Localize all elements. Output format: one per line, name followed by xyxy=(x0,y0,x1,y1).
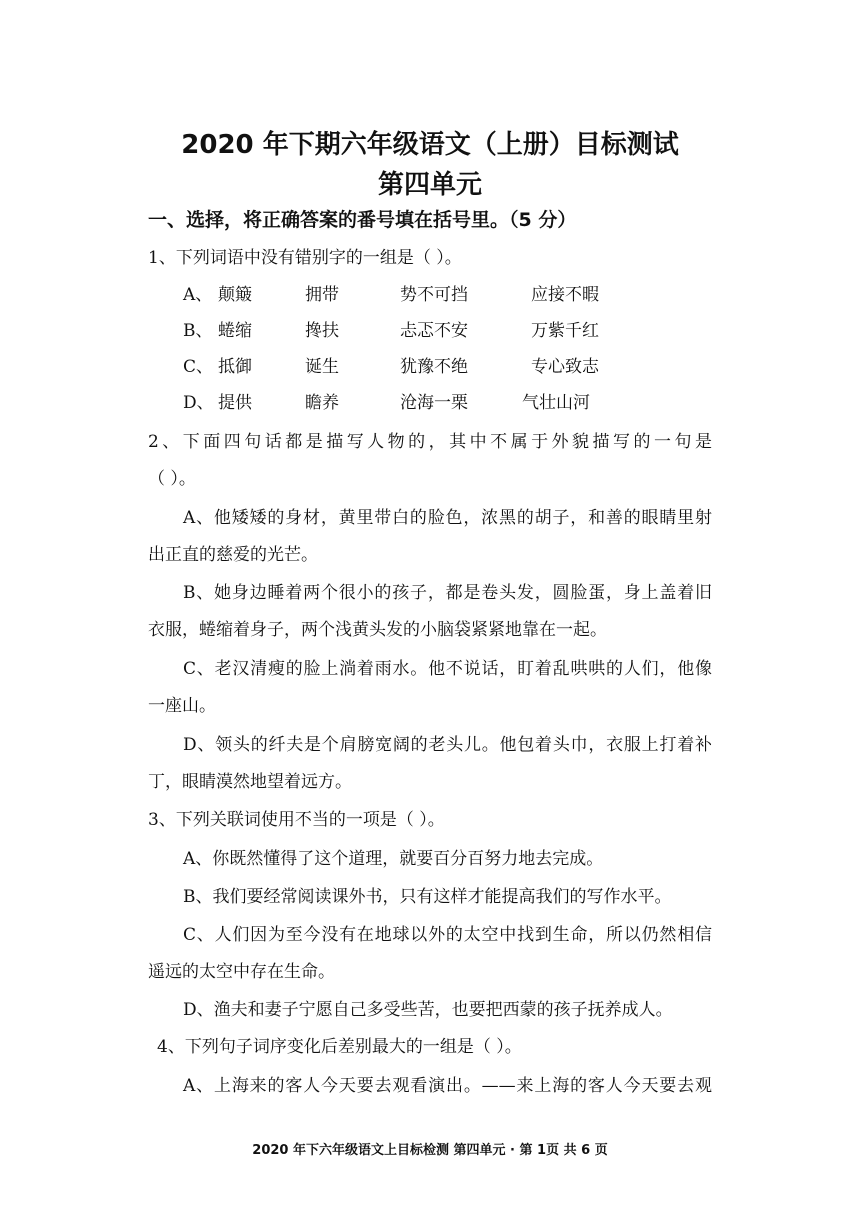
q3-option-c-line2: 遥远的太空中存在生命。 xyxy=(148,962,335,982)
option-word: 应接不暇 xyxy=(531,285,599,305)
option-word: 忐忑不安 xyxy=(400,321,468,341)
option-word: 万紫千红 xyxy=(531,321,599,341)
option-word: 专心致志 xyxy=(531,357,599,377)
option-word: 瞻养 xyxy=(305,393,339,413)
q2-option-a-line2: 出正直的慈爱的光芒。 xyxy=(148,545,318,565)
q2-stem-line2: （ ）。 xyxy=(148,469,196,489)
option-word: 蜷缩 xyxy=(218,321,252,341)
option-word: 气壮山河 xyxy=(522,393,590,413)
section-heading: 一、选择，将正确答案的番号填在括号里。（5 分） xyxy=(148,209,577,231)
option-word: 诞生 xyxy=(305,357,339,377)
option-word: 颠簸 xyxy=(218,285,252,305)
q3-option-c-line1: C、人们因为至今没有在地球以外的太空中找到生命，所以仍然相信 xyxy=(183,925,712,945)
option-label: C、 xyxy=(183,357,214,377)
q3-option-d: D、渔夫和妻子宁愿自己多受些苦，也要把西蒙的孩子抚养成人。 xyxy=(183,1000,673,1020)
option-word: 犹豫不绝 xyxy=(400,357,468,377)
option-label: D、 xyxy=(183,393,214,413)
option-word: 抵御 xyxy=(218,357,252,377)
q4-option-a-line1: A、上海来的客人今天要去观看演出。——来上海的客人今天要去观 xyxy=(183,1076,712,1096)
q2-stem-line1: 2、下面四句话都是描写人物的，其中不属于外貌描写的一句是 xyxy=(148,432,712,452)
q2-option-a-line1: A、他矮矮的身材，黄里带白的脸色，浓黑的胡子，和善的眼睛里射 xyxy=(183,508,712,528)
q3-stem: 3、下列关联词使用不当的一项是（ ）。 xyxy=(148,810,445,830)
q2-option-b-line2: 衣服，蜷缩着身子，两个浅黄头发的小脑袋紧紧地靠在一起。 xyxy=(148,620,607,640)
q1-stem: 1、下列词语中没有错别字的一组是（ ）。 xyxy=(148,248,462,268)
option-word: 提供 xyxy=(218,393,252,413)
option-word: 搀扶 xyxy=(305,321,339,341)
option-word: 沧海一栗 xyxy=(400,393,468,413)
option-word: 拥带 xyxy=(305,285,339,305)
unit-subtitle: 第四单元 xyxy=(377,170,482,200)
exam-title: 2020 年下期六年级语文（上册）目标测试 xyxy=(181,130,679,160)
q4-stem: 4、下列句子词序变化后差别最大的一组是（ ）。 xyxy=(157,1037,522,1057)
page-footer: 2020 年下六年级语文上目标检测 第四单元 · 第 1页 共 6 页 xyxy=(252,1143,608,1158)
option-word: 势不可挡 xyxy=(400,285,468,305)
q2-option-d-line1: D、领头的纤夫是个肩膀宽阔的老头儿。他包着头巾，衣服上打着补 xyxy=(183,735,712,755)
q2-option-d-line2: 丁，眼睛漠然地望着远方。 xyxy=(148,772,352,792)
q2-option-b-line1: B、她身边睡着两个很小的孩子，都是卷头发，圆脸蛋，身上盖着旧 xyxy=(183,583,712,603)
q3-option-b: B、我们要经常阅读课外书，只有这样才能提高我们的写作水平。 xyxy=(183,887,672,907)
option-label: B、 xyxy=(183,321,213,341)
option-label: A、 xyxy=(183,285,213,305)
q2-option-c-line2: 一座山。 xyxy=(148,696,216,716)
q3-option-a: A、你既然懂得了这个道理，就要百分百努力地去完成。 xyxy=(183,849,604,869)
q2-option-c-line1: C、老汉清瘦的脸上淌着雨水。他不说话，盯着乱哄哄的人们，他像 xyxy=(183,659,712,679)
